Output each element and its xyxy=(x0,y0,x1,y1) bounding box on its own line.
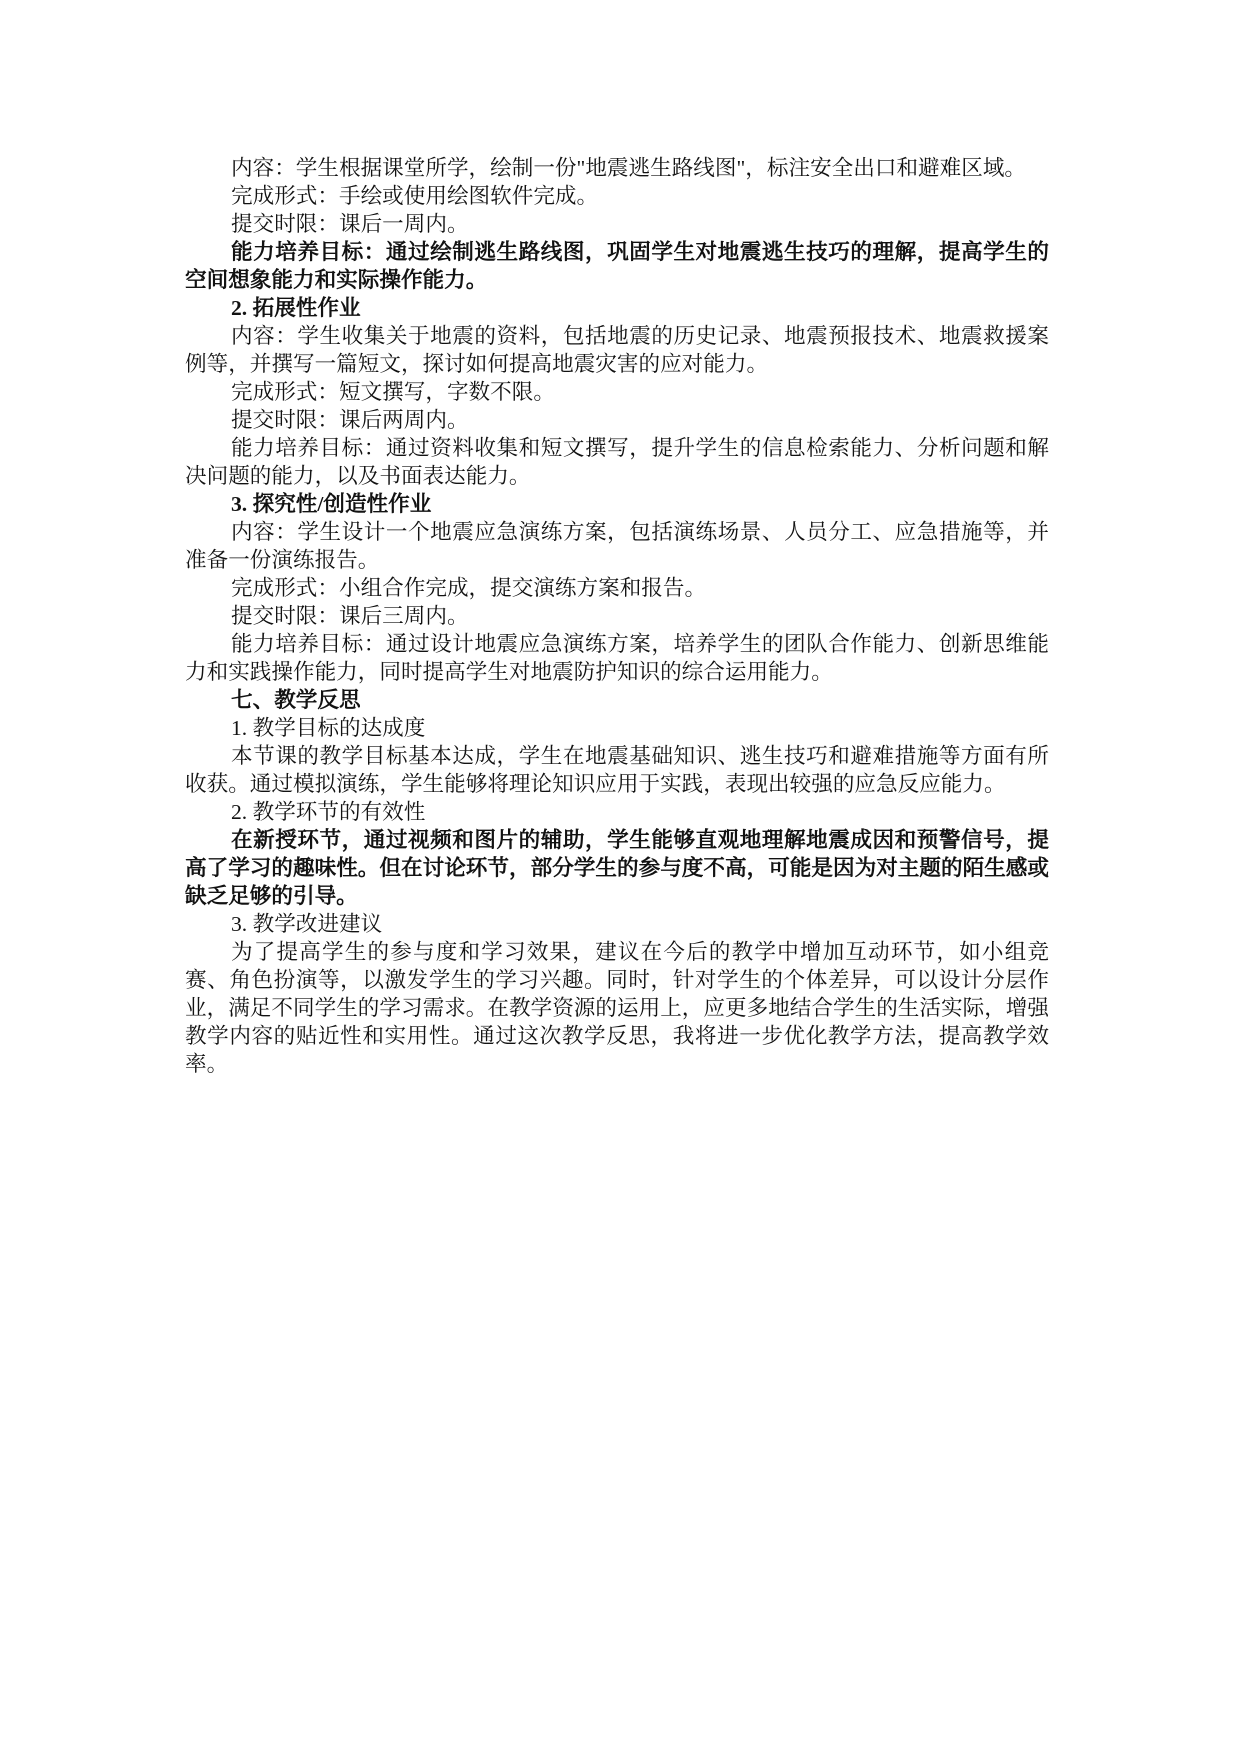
paragraph-assignment1-deadline: 提交时限：课后一周内。 xyxy=(231,212,469,236)
heading-assignment2-extension: 2. 拓展性作业 xyxy=(231,296,361,320)
paragraph-assignment3-content: 内容：学生设计一个地震应急演练方案，包括演练场景、人员分工、应急措施等，并准备一份演练报告。 xyxy=(185,520,1049,572)
paragraph-assignment3-deadline: 提交时限：课后三周内。 xyxy=(231,604,469,628)
paragraph-assignment2-content: 内容：学生收集关于地震的资料，包括地震的历史记录、地震预报技术、地震救援案例等，并撰写一篇短文，探讨如何提高地震灾害的应对能力。 xyxy=(185,324,1049,376)
document-page xyxy=(185,154,1049,1078)
paragraph-assignment2-ability-goal: 能力培养目标：通过资料收集和短文撰写，提升学生的信息检索能力、分析问题和解决问题的能力，以及书面表达能力。 xyxy=(185,436,1049,488)
paragraph-assignment1-content: 内容：学生根据课堂所学，绘制一份"地震逃生路线图"，标注安全出口和避难区域。 xyxy=(231,156,1027,180)
paragraph-assignment1-ability-goal: 能力培养目标：通过绘制逃生路线图，巩固学生对地震逃生技巧的理解，提高学生的空间想象能力和实际操作能力。 xyxy=(185,240,1049,292)
paragraph-assignment1-format: 完成形式：手绘或使用绘图软件完成。 xyxy=(231,184,599,208)
subheading-reflection-improvement: 3. 教学改进建议 xyxy=(231,912,383,936)
paragraph-assignment3-ability-goal: 能力培养目标：通过设计地震应急演练方案，培养学生的团队合作能力、创新思维能力和实践操作能力，同时提高学生对地震防护知识的综合运用能力。 xyxy=(185,632,1049,684)
paragraph-reflection-improvement: 为了提高学生的参与度和学习效果，建议在今后的教学中增加互动环节，如小组竞赛、角色扮演等，以激发学生的学习兴趣。同时，针对学生的个体差异，可以设计分层作业，满足不同学生的学习需求。在教学资源的运用上，应更多地结合学生的生活实际，增强教学内容的贴近性和实用性。通过这次教学反思，我将进一步优化教学方法，提高教学效率。 xyxy=(185,940,1049,1076)
subheading-reflection-effectiveness: 2. 教学环节的有效性 xyxy=(231,800,426,824)
heading-assignment3-exploratory: 3. 探究性/创造性作业 xyxy=(231,492,432,516)
paragraph-assignment3-format: 完成形式：小组合作完成，提交演练方案和报告。 xyxy=(231,576,707,600)
paragraph-reflection-effectiveness: 在新授环节，通过视频和图片的辅助，学生能够直观地理解地震成因和预警信号，提高了学习的趣味性。但在讨论环节，部分学生的参与度不高，可能是因为对主题的陌生感或缺乏足够的引导。 xyxy=(185,828,1049,908)
heading-section7-teaching-reflection: 七、教学反思 xyxy=(231,688,361,712)
paragraph-assignment2-deadline: 提交时限：课后两周内。 xyxy=(231,408,469,432)
paragraph-assignment2-format: 完成形式：短文撰写，字数不限。 xyxy=(231,380,555,404)
paragraph-reflection-goal-achievement: 本节课的教学目标基本达成，学生在地震基础知识、逃生技巧和避难措施等方面有所收获。通过模拟演练，学生能够将理论知识应用于实践，表现出较强的应急反应能力。 xyxy=(185,744,1049,796)
subheading-reflection-goal-achievement: 1. 教学目标的达成度 xyxy=(231,716,426,740)
